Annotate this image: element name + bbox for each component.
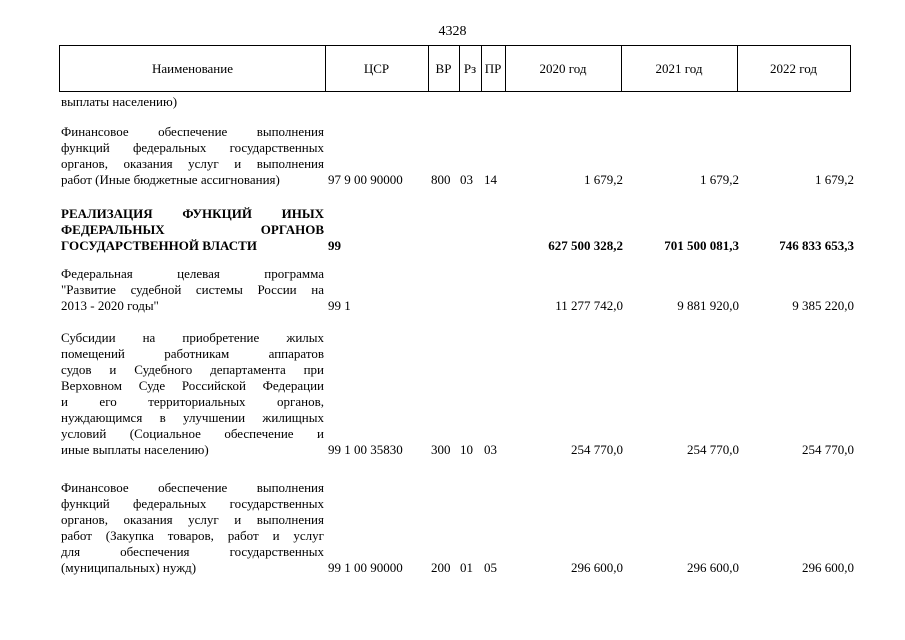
row-name xyxy=(61,480,324,576)
row-name-line: работ (Закупка товаров, работ и услуг xyxy=(61,528,324,543)
row-name-line: Субсидии на приобретение жилых xyxy=(61,330,324,345)
row-name-line: выплаты населению) xyxy=(61,94,178,109)
row-name-line: (муниципальных) нужд) xyxy=(61,560,197,575)
row-value-2021: 254 770,0 xyxy=(687,442,739,457)
header-name: Наименование xyxy=(152,60,233,76)
header-vr: ВР xyxy=(435,60,452,76)
row-name-line: ФЕДЕРАЛЬНЫХ ОРГАНОВ xyxy=(61,222,324,237)
row-name xyxy=(61,94,324,110)
row-name-line: нуждающимся в улучшении жилищных xyxy=(61,410,324,425)
row-rz: 03 xyxy=(460,172,473,187)
row-name-line: и его территориальных органов, xyxy=(61,394,324,409)
row-name-line: РЕАЛИЗАЦИЯ ФУНКЦИЙ ИНЫХ xyxy=(61,206,324,221)
header-2022: 2022 год xyxy=(770,60,817,76)
row-value-2022: 254 770,0 xyxy=(802,442,854,457)
row-name-line: судов и Судебного департамента при xyxy=(61,362,324,377)
row-name-line: ГОСУДАРСТВЕННОЙ ВЛАСТИ xyxy=(61,238,257,253)
row-name xyxy=(61,124,324,188)
header-rz: Рз xyxy=(463,60,477,76)
row-name-line: работ (Иные бюджетные ассигнования) xyxy=(61,172,280,187)
row-name-line: функций федеральных государственных xyxy=(61,140,324,155)
row-name-line: Финансовое обеспечение выполнения xyxy=(61,124,324,139)
row-csr: 97 9 00 90000 xyxy=(328,172,403,187)
row-value-2021: 1 679,2 xyxy=(700,172,739,187)
row-value-2021: 296 600,0 xyxy=(687,560,739,575)
header-2021: 2021 год xyxy=(655,60,703,76)
row-name-line: для обеспечения государственных xyxy=(61,544,324,559)
row-csr: 99 1 00 35830 xyxy=(328,442,403,457)
header-csr: ЦСР xyxy=(363,60,390,76)
row-pr: 05 xyxy=(484,560,497,575)
row-name-line: условий (Социальное обеспечение и xyxy=(61,426,324,441)
row-value-2022: 1 679,2 xyxy=(815,172,854,187)
row-csr: 99 1 00 90000 xyxy=(328,560,403,575)
row-rz: 01 xyxy=(460,560,473,575)
row-pr: 14 xyxy=(484,172,497,187)
row-value-2020: 627 500 328,2 xyxy=(548,238,623,253)
row-name-line: 2013 - 2020 годы" xyxy=(61,298,159,313)
row-value-2021: 9 881 920,0 xyxy=(677,298,739,313)
row-rz: 10 xyxy=(460,442,473,457)
row-name-line: Федеральная целевая программа xyxy=(61,266,324,281)
row-csr: 99 1 xyxy=(328,298,351,313)
row-name-line: помещений работникам аппаратов xyxy=(61,346,324,361)
row-vr: 800 xyxy=(431,172,451,187)
row-value-2020: 296 600,0 xyxy=(571,560,623,575)
row-value-2021: 701 500 081,3 xyxy=(664,238,739,253)
row-name xyxy=(61,330,324,458)
row-name-line: Финансовое обеспечение выполнения xyxy=(61,480,324,495)
row-vr: 200 xyxy=(431,560,451,575)
row-value-2020: 1 679,2 xyxy=(584,172,623,187)
row-name-line: иные выплаты населению) xyxy=(61,442,209,457)
row-value-2022: 9 385 220,0 xyxy=(792,298,854,313)
row-name-line: "Развитие судебной системы России на xyxy=(61,282,324,297)
row-value-2022: 746 833 653,3 xyxy=(779,238,854,253)
row-name xyxy=(61,206,324,254)
row-name-line: органов, оказания услуг и выполнения xyxy=(61,512,324,527)
row-csr: 99 xyxy=(328,238,341,253)
row-value-2022: 296 600,0 xyxy=(802,560,854,575)
row-vr: 300 xyxy=(431,442,451,457)
row-pr: 03 xyxy=(484,442,497,457)
header-2020: 2020 год xyxy=(539,60,587,76)
page-number: 4328 xyxy=(438,24,467,39)
row-value-2020: 254 770,0 xyxy=(571,442,623,457)
row-name-line: Верховном Суде Российской Федерации xyxy=(61,378,324,393)
row-name-line: органов, оказания услуг и выполнения xyxy=(61,156,324,171)
row-name xyxy=(61,266,324,314)
row-value-2020: 11 277 742,0 xyxy=(555,298,623,313)
row-name-line: функций федеральных государственных xyxy=(61,496,324,511)
header-pr: ПР xyxy=(484,60,502,76)
